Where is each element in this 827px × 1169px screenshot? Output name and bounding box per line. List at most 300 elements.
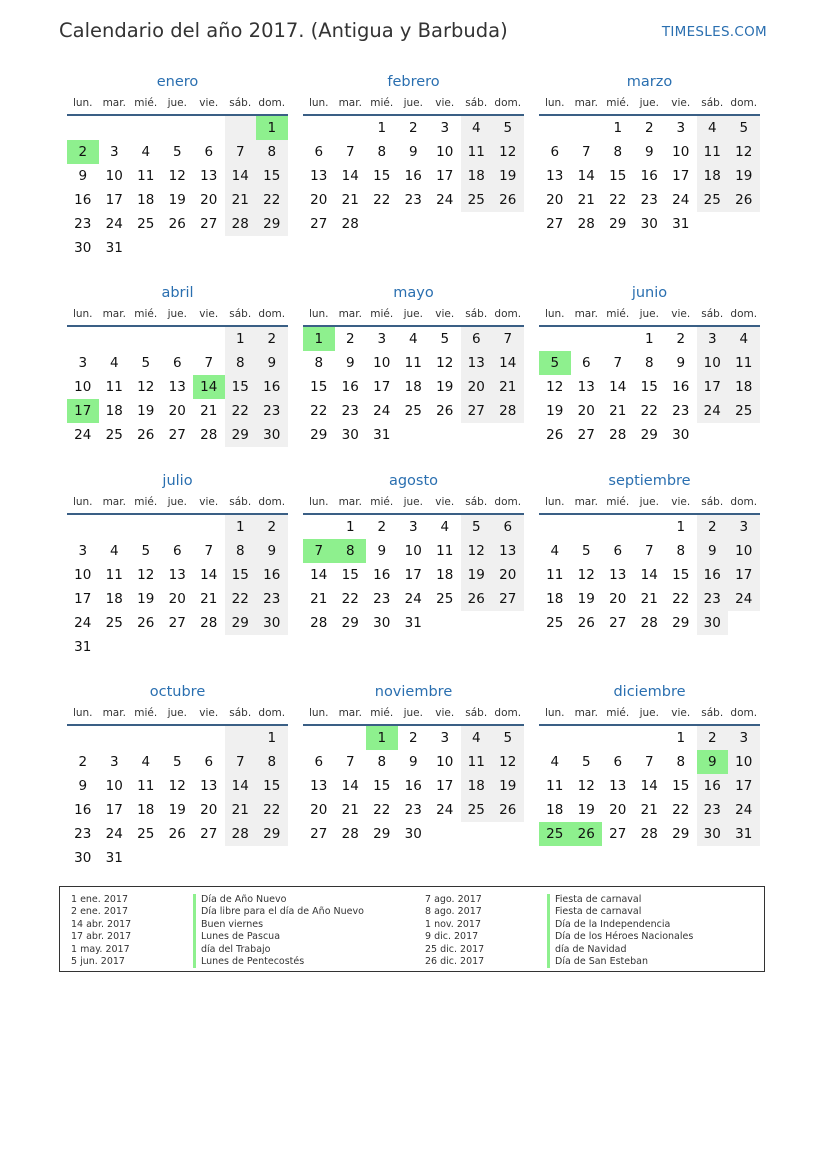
- day-cell[interactable]: 4: [461, 726, 493, 750]
- day-cell[interactable]: 30: [672, 427, 690, 443]
- day-cell[interactable]: 2: [644, 120, 654, 136]
- day-cell[interactable]: 12: [137, 379, 155, 395]
- day-cell[interactable]: 25: [461, 798, 493, 822]
- holiday-day-cell[interactable]: 5: [539, 351, 571, 375]
- day-cell[interactable]: 7: [644, 543, 654, 559]
- holiday-day-cell[interactable]: 2: [67, 140, 99, 164]
- day-cell[interactable]: 11: [461, 140, 493, 164]
- day-cell[interactable]: 4: [141, 754, 151, 770]
- day-cell[interactable]: 15: [256, 164, 288, 188]
- day-cell[interactable]: 25: [697, 188, 729, 212]
- day-cell[interactable]: 18: [697, 164, 729, 188]
- day-cell[interactable]: 10: [105, 778, 123, 794]
- day-cell[interactable]: 2: [256, 515, 288, 539]
- day-cell[interactable]: 29: [640, 427, 658, 443]
- day-cell[interactable]: 20: [168, 403, 186, 419]
- day-cell[interactable]: 22: [341, 591, 359, 607]
- day-cell[interactable]: 26: [168, 216, 186, 232]
- day-cell[interactable]: 15: [672, 567, 690, 583]
- day-cell[interactable]: 4: [461, 116, 493, 140]
- day-cell[interactable]: 1: [613, 120, 623, 136]
- day-cell[interactable]: 29: [341, 615, 359, 631]
- day-cell[interactable]: 31: [672, 216, 690, 232]
- day-cell[interactable]: 15: [672, 778, 690, 794]
- day-cell[interactable]: 9: [78, 168, 88, 184]
- day-cell[interactable]: 15: [225, 563, 257, 587]
- day-cell[interactable]: 31: [74, 639, 92, 655]
- day-cell[interactable]: 28: [200, 615, 218, 631]
- day-cell[interactable]: 23: [404, 802, 422, 818]
- day-cell[interactable]: 30: [697, 611, 729, 635]
- day-cell[interactable]: 3: [78, 355, 88, 371]
- day-cell[interactable]: 1: [644, 331, 654, 347]
- day-cell[interactable]: 14: [640, 778, 658, 794]
- day-cell[interactable]: 5: [440, 331, 450, 347]
- day-cell[interactable]: 24: [728, 587, 760, 611]
- day-cell[interactable]: 24: [436, 802, 454, 818]
- day-cell[interactable]: 27: [609, 826, 627, 842]
- day-cell[interactable]: 6: [314, 144, 324, 160]
- day-cell[interactable]: 10: [105, 168, 123, 184]
- day-cell[interactable]: 6: [172, 543, 182, 559]
- day-cell[interactable]: 26: [728, 188, 760, 212]
- day-cell[interactable]: 30: [74, 240, 92, 256]
- holiday-day-cell[interactable]: 25: [539, 822, 571, 846]
- day-cell[interactable]: 6: [550, 144, 560, 160]
- day-cell[interactable]: 1: [225, 515, 257, 539]
- day-cell[interactable]: 25: [137, 216, 155, 232]
- day-cell[interactable]: 5: [172, 754, 182, 770]
- day-cell[interactable]: 18: [546, 802, 564, 818]
- day-cell[interactable]: 9: [644, 144, 654, 160]
- day-cell[interactable]: 2: [697, 726, 729, 750]
- holiday-day-cell[interactable]: 8: [335, 539, 367, 563]
- day-cell[interactable]: 12: [492, 140, 524, 164]
- day-cell[interactable]: 26: [168, 826, 186, 842]
- day-cell[interactable]: 17: [436, 168, 454, 184]
- day-cell[interactable]: 18: [546, 591, 564, 607]
- day-cell[interactable]: 3: [377, 331, 387, 347]
- day-cell[interactable]: 3: [440, 120, 450, 136]
- day-cell[interactable]: 19: [492, 164, 524, 188]
- day-cell[interactable]: 25: [461, 188, 493, 212]
- day-cell[interactable]: 11: [105, 379, 123, 395]
- day-cell[interactable]: 13: [200, 778, 218, 794]
- day-cell[interactable]: 27: [310, 826, 328, 842]
- day-cell[interactable]: 12: [577, 567, 595, 583]
- day-cell[interactable]: 30: [256, 611, 288, 635]
- day-cell[interactable]: 10: [728, 539, 760, 563]
- day-cell[interactable]: 26: [436, 403, 454, 419]
- day-cell[interactable]: 8: [225, 539, 257, 563]
- day-cell[interactable]: 11: [546, 567, 564, 583]
- day-cell[interactable]: 12: [461, 539, 493, 563]
- day-cell[interactable]: 13: [609, 778, 627, 794]
- day-cell[interactable]: 23: [672, 403, 690, 419]
- day-cell[interactable]: 13: [609, 567, 627, 583]
- day-cell[interactable]: 16: [640, 168, 658, 184]
- day-cell[interactable]: 26: [577, 615, 595, 631]
- day-cell[interactable]: 25: [105, 615, 123, 631]
- day-cell[interactable]: 25: [728, 399, 760, 423]
- day-cell[interactable]: 24: [697, 399, 729, 423]
- day-cell[interactable]: 13: [200, 168, 218, 184]
- day-cell[interactable]: 30: [640, 216, 658, 232]
- day-cell[interactable]: 7: [204, 355, 214, 371]
- day-cell[interactable]: 7: [581, 144, 591, 160]
- day-cell[interactable]: 29: [310, 427, 328, 443]
- day-cell[interactable]: 16: [373, 567, 391, 583]
- day-cell[interactable]: 22: [373, 802, 391, 818]
- day-cell[interactable]: 28: [225, 822, 257, 846]
- day-cell[interactable]: 22: [373, 192, 391, 208]
- day-cell[interactable]: 18: [137, 192, 155, 208]
- day-cell[interactable]: 11: [697, 140, 729, 164]
- day-cell[interactable]: 6: [172, 355, 182, 371]
- day-cell[interactable]: 27: [168, 427, 186, 443]
- day-cell[interactable]: 27: [546, 216, 564, 232]
- day-cell[interactable]: 23: [256, 587, 288, 611]
- day-cell[interactable]: 18: [461, 774, 493, 798]
- day-cell[interactable]: 9: [408, 754, 418, 770]
- day-cell[interactable]: 5: [461, 515, 493, 539]
- day-cell[interactable]: 10: [404, 543, 422, 559]
- day-cell[interactable]: 9: [676, 355, 686, 371]
- day-cell[interactable]: 11: [728, 351, 760, 375]
- day-cell[interactable]: 13: [492, 539, 524, 563]
- day-cell[interactable]: 9: [697, 539, 729, 563]
- day-cell[interactable]: 27: [609, 615, 627, 631]
- day-cell[interactable]: 28: [609, 427, 627, 443]
- day-cell[interactable]: 10: [74, 567, 92, 583]
- day-cell[interactable]: 10: [672, 144, 690, 160]
- day-cell[interactable]: 11: [137, 168, 155, 184]
- day-cell[interactable]: 2: [697, 515, 729, 539]
- day-cell[interactable]: 26: [492, 188, 524, 212]
- day-cell[interactable]: 17: [105, 802, 123, 818]
- day-cell[interactable]: 21: [310, 591, 328, 607]
- day-cell[interactable]: 19: [577, 802, 595, 818]
- day-cell[interactable]: 4: [109, 543, 119, 559]
- day-cell[interactable]: 5: [581, 543, 591, 559]
- day-cell[interactable]: 22: [225, 587, 257, 611]
- day-cell[interactable]: 27: [310, 216, 328, 232]
- day-cell[interactable]: 7: [492, 327, 524, 351]
- day-cell[interactable]: 19: [546, 403, 564, 419]
- day-cell[interactable]: 23: [256, 399, 288, 423]
- day-cell[interactable]: 5: [172, 144, 182, 160]
- day-cell[interactable]: 16: [341, 379, 359, 395]
- day-cell[interactable]: 5: [492, 726, 524, 750]
- day-cell[interactable]: 6: [461, 327, 493, 351]
- day-cell[interactable]: 22: [640, 403, 658, 419]
- day-cell[interactable]: 25: [404, 403, 422, 419]
- day-cell[interactable]: 16: [74, 802, 92, 818]
- day-cell[interactable]: 14: [225, 164, 257, 188]
- day-cell[interactable]: 4: [141, 144, 151, 160]
- day-cell[interactable]: 7: [204, 543, 214, 559]
- day-cell[interactable]: 5: [728, 116, 760, 140]
- day-cell[interactable]: 30: [256, 423, 288, 447]
- day-cell[interactable]: 29: [609, 216, 627, 232]
- day-cell[interactable]: 28: [577, 216, 595, 232]
- day-cell[interactable]: 2: [78, 754, 88, 770]
- day-cell[interactable]: 3: [728, 726, 760, 750]
- day-cell[interactable]: 7: [613, 355, 623, 371]
- day-cell[interactable]: 26: [137, 615, 155, 631]
- day-cell[interactable]: 12: [728, 140, 760, 164]
- day-cell[interactable]: 21: [640, 802, 658, 818]
- day-cell[interactable]: 1: [225, 327, 257, 351]
- day-cell[interactable]: 18: [105, 591, 123, 607]
- day-cell[interactable]: 4: [109, 355, 119, 371]
- day-cell[interactable]: 27: [168, 615, 186, 631]
- day-cell[interactable]: 17: [728, 774, 760, 798]
- day-cell[interactable]: 14: [341, 778, 359, 794]
- day-cell[interactable]: 8: [613, 144, 623, 160]
- day-cell[interactable]: 19: [137, 591, 155, 607]
- day-cell[interactable]: 6: [613, 543, 623, 559]
- day-cell[interactable]: 21: [577, 192, 595, 208]
- day-cell[interactable]: 16: [256, 375, 288, 399]
- day-cell[interactable]: 27: [461, 399, 493, 423]
- day-cell[interactable]: 20: [310, 802, 328, 818]
- day-cell[interactable]: 30: [697, 822, 729, 846]
- day-cell[interactable]: 4: [550, 754, 560, 770]
- day-cell[interactable]: 15: [373, 778, 391, 794]
- day-cell[interactable]: 16: [404, 778, 422, 794]
- day-cell[interactable]: 27: [200, 826, 218, 842]
- day-cell[interactable]: 22: [672, 591, 690, 607]
- day-cell[interactable]: 8: [256, 140, 288, 164]
- day-cell[interactable]: 31: [105, 240, 123, 256]
- day-cell[interactable]: 22: [672, 802, 690, 818]
- day-cell[interactable]: 28: [341, 216, 359, 232]
- day-cell[interactable]: 12: [577, 778, 595, 794]
- day-cell[interactable]: 10: [728, 750, 760, 774]
- day-cell[interactable]: 18: [461, 164, 493, 188]
- day-cell[interactable]: 28: [492, 399, 524, 423]
- holiday-day-cell[interactable]: 17: [67, 399, 99, 423]
- day-cell[interactable]: 24: [74, 427, 92, 443]
- day-cell[interactable]: 15: [225, 375, 257, 399]
- day-cell[interactable]: 14: [341, 168, 359, 184]
- day-cell[interactable]: 23: [404, 192, 422, 208]
- day-cell[interactable]: 6: [613, 754, 623, 770]
- day-cell[interactable]: 21: [341, 802, 359, 818]
- day-cell[interactable]: 15: [373, 168, 391, 184]
- day-cell[interactable]: 24: [74, 615, 92, 631]
- day-cell[interactable]: 24: [105, 826, 123, 842]
- day-cell[interactable]: 19: [728, 164, 760, 188]
- day-cell[interactable]: 28: [225, 212, 257, 236]
- day-cell[interactable]: 29: [256, 212, 288, 236]
- day-cell[interactable]: 6: [314, 754, 324, 770]
- day-cell[interactable]: 19: [461, 563, 493, 587]
- day-cell[interactable]: 13: [577, 379, 595, 395]
- day-cell[interactable]: 1: [676, 519, 686, 535]
- day-cell[interactable]: 11: [137, 778, 155, 794]
- day-cell[interactable]: 26: [137, 427, 155, 443]
- day-cell[interactable]: 28: [341, 826, 359, 842]
- day-cell[interactable]: 4: [408, 331, 418, 347]
- day-cell[interactable]: 30: [74, 850, 92, 866]
- day-cell[interactable]: 20: [168, 591, 186, 607]
- day-cell[interactable]: 29: [672, 826, 690, 842]
- site-logo[interactable]: TIMESLES.COM: [661, 24, 767, 40]
- day-cell[interactable]: 11: [404, 355, 422, 371]
- day-cell[interactable]: 1: [345, 519, 355, 535]
- day-cell[interactable]: 21: [492, 375, 524, 399]
- day-cell[interactable]: 29: [225, 423, 257, 447]
- day-cell[interactable]: 3: [440, 730, 450, 746]
- day-cell[interactable]: 26: [546, 427, 564, 443]
- day-cell[interactable]: 22: [225, 399, 257, 423]
- day-cell[interactable]: 31: [373, 427, 391, 443]
- day-cell[interactable]: 29: [672, 615, 690, 631]
- day-cell[interactable]: 24: [105, 216, 123, 232]
- day-cell[interactable]: 8: [377, 144, 387, 160]
- day-cell[interactable]: 13: [310, 168, 328, 184]
- day-cell[interactable]: 23: [74, 826, 92, 842]
- day-cell[interactable]: 4: [697, 116, 729, 140]
- day-cell[interactable]: 20: [609, 591, 627, 607]
- day-cell[interactable]: 20: [200, 192, 218, 208]
- day-cell[interactable]: 28: [640, 615, 658, 631]
- day-cell[interactable]: 25: [105, 427, 123, 443]
- holiday-day-cell[interactable]: 1: [303, 327, 335, 351]
- day-cell[interactable]: 19: [168, 802, 186, 818]
- day-cell[interactable]: 11: [546, 778, 564, 794]
- day-cell[interactable]: 20: [310, 192, 328, 208]
- day-cell[interactable]: 17: [728, 563, 760, 587]
- day-cell[interactable]: 1: [676, 730, 686, 746]
- holiday-day-cell[interactable]: 14: [193, 375, 225, 399]
- day-cell[interactable]: 8: [676, 543, 686, 559]
- day-cell[interactable]: 11: [461, 750, 493, 774]
- day-cell[interactable]: 31: [728, 822, 760, 846]
- day-cell[interactable]: 10: [436, 754, 454, 770]
- day-cell[interactable]: 7: [225, 140, 257, 164]
- day-cell[interactable]: 26: [492, 798, 524, 822]
- day-cell[interactable]: 29: [225, 611, 257, 635]
- day-cell[interactable]: 6: [204, 754, 214, 770]
- day-cell[interactable]: 24: [436, 192, 454, 208]
- day-cell[interactable]: 14: [609, 379, 627, 395]
- day-cell[interactable]: 21: [640, 591, 658, 607]
- day-cell[interactable]: 27: [577, 427, 595, 443]
- day-cell[interactable]: 2: [345, 331, 355, 347]
- day-cell[interactable]: 10: [74, 379, 92, 395]
- day-cell[interactable]: 28: [310, 615, 328, 631]
- day-cell[interactable]: 15: [341, 567, 359, 583]
- day-cell[interactable]: 8: [225, 351, 257, 375]
- day-cell[interactable]: 6: [492, 515, 524, 539]
- day-cell[interactable]: 30: [373, 615, 391, 631]
- day-cell[interactable]: 27: [492, 587, 524, 611]
- day-cell[interactable]: 20: [577, 403, 595, 419]
- day-cell[interactable]: 12: [546, 379, 564, 395]
- day-cell[interactable]: 27: [200, 216, 218, 232]
- day-cell[interactable]: 3: [676, 120, 686, 136]
- holiday-day-cell[interactable]: 1: [366, 726, 398, 750]
- day-cell[interactable]: 4: [440, 519, 450, 535]
- day-cell[interactable]: 21: [200, 591, 218, 607]
- holiday-day-cell[interactable]: 1: [256, 116, 288, 140]
- day-cell[interactable]: 17: [697, 375, 729, 399]
- day-cell[interactable]: 3: [728, 515, 760, 539]
- day-cell[interactable]: 15: [256, 774, 288, 798]
- day-cell[interactable]: 22: [256, 188, 288, 212]
- day-cell[interactable]: 29: [373, 826, 391, 842]
- day-cell[interactable]: 15: [609, 168, 627, 184]
- day-cell[interactable]: 17: [105, 192, 123, 208]
- day-cell[interactable]: 12: [436, 355, 454, 371]
- day-cell[interactable]: 7: [225, 750, 257, 774]
- day-cell[interactable]: 3: [109, 144, 119, 160]
- day-cell[interactable]: 4: [550, 543, 560, 559]
- day-cell[interactable]: 20: [546, 192, 564, 208]
- day-cell[interactable]: 4: [728, 327, 760, 351]
- day-cell[interactable]: 13: [168, 567, 186, 583]
- day-cell[interactable]: 2: [676, 331, 686, 347]
- day-cell[interactable]: 24: [672, 192, 690, 208]
- day-cell[interactable]: 28: [640, 826, 658, 842]
- day-cell[interactable]: 13: [546, 168, 564, 184]
- day-cell[interactable]: 26: [461, 587, 493, 611]
- day-cell[interactable]: 10: [373, 355, 391, 371]
- day-cell[interactable]: 25: [436, 591, 454, 607]
- day-cell[interactable]: 21: [200, 403, 218, 419]
- day-cell[interactable]: 3: [109, 754, 119, 770]
- day-cell[interactable]: 20: [461, 375, 493, 399]
- day-cell[interactable]: 13: [168, 379, 186, 395]
- day-cell[interactable]: 17: [74, 591, 92, 607]
- day-cell[interactable]: 8: [644, 355, 654, 371]
- day-cell[interactable]: 24: [404, 591, 422, 607]
- day-cell[interactable]: 14: [225, 774, 257, 798]
- day-cell[interactable]: 21: [225, 188, 257, 212]
- day-cell[interactable]: 1: [377, 120, 387, 136]
- day-cell[interactable]: 9: [345, 355, 355, 371]
- day-cell[interactable]: 16: [256, 563, 288, 587]
- day-cell[interactable]: 14: [577, 168, 595, 184]
- day-cell[interactable]: 7: [345, 754, 355, 770]
- day-cell[interactable]: 21: [225, 798, 257, 822]
- day-cell[interactable]: 8: [676, 754, 686, 770]
- day-cell[interactable]: 2: [408, 120, 418, 136]
- day-cell[interactable]: 25: [137, 826, 155, 842]
- day-cell[interactable]: 9: [256, 539, 288, 563]
- day-cell[interactable]: 13: [461, 351, 493, 375]
- day-cell[interactable]: 14: [200, 567, 218, 583]
- day-cell[interactable]: 9: [256, 351, 288, 375]
- day-cell[interactable]: 18: [137, 802, 155, 818]
- day-cell[interactable]: 23: [341, 403, 359, 419]
- day-cell[interactable]: 3: [78, 543, 88, 559]
- day-cell[interactable]: 17: [404, 567, 422, 583]
- day-cell[interactable]: 8: [314, 355, 324, 371]
- day-cell[interactable]: 20: [609, 802, 627, 818]
- day-cell[interactable]: 31: [105, 850, 123, 866]
- day-cell[interactable]: 14: [640, 567, 658, 583]
- day-cell[interactable]: 15: [310, 379, 328, 395]
- day-cell[interactable]: 20: [200, 802, 218, 818]
- day-cell[interactable]: 11: [436, 543, 454, 559]
- day-cell[interactable]: 17: [672, 168, 690, 184]
- day-cell[interactable]: 16: [697, 774, 729, 798]
- day-cell[interactable]: 19: [436, 379, 454, 395]
